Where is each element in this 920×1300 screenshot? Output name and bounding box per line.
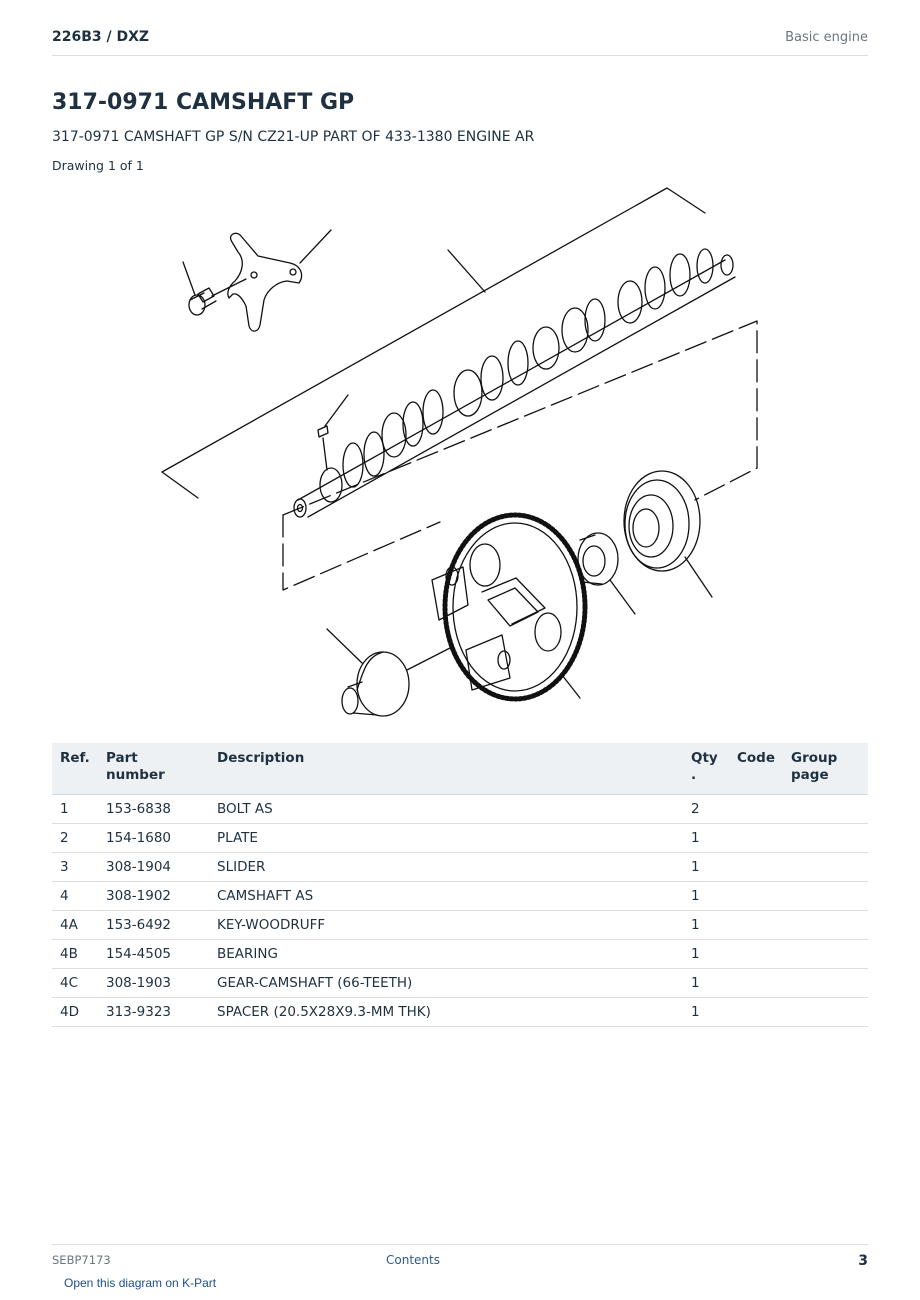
section-label: Basic engine (785, 30, 868, 45)
document-id: SEBP7173 (52, 1253, 111, 1267)
cell-part-number: 153-6838 (98, 795, 209, 824)
table-row (52, 853, 868, 882)
cell-ref: 1 (52, 795, 98, 824)
drawing-caption: Drawing 1 of 1 (52, 158, 144, 173)
table-row (52, 824, 868, 853)
cell-part-number: 313-9323 (98, 998, 209, 1027)
table-row (52, 940, 868, 969)
camshaft-part (294, 249, 735, 517)
table-row (52, 969, 868, 998)
header-part-number: Part number (98, 743, 209, 795)
table-row (52, 998, 868, 1027)
page-footer (52, 1244, 868, 1275)
camshaft-exploded-diagram (150, 180, 770, 725)
cell-code (729, 795, 783, 824)
cell-description: SPACER (20.5X28X9.3-MM THK) (209, 998, 683, 1027)
cell-code (729, 998, 783, 1027)
cell-part-number: 308-1904 (98, 853, 209, 882)
open-kpart-link[interactable]: Open this diagram on K-Part (64, 1276, 217, 1290)
table-header-row (52, 743, 868, 795)
cell-code (729, 911, 783, 940)
cell-description: BEARING (209, 940, 683, 969)
table-row (52, 795, 868, 824)
table-row (52, 882, 868, 911)
cell-part-number: 153-6492 (98, 911, 209, 940)
page-subtitle: 317-0971 CAMSHAFT GP S/N CZ21-UP PART OF 433-1380 ENGINE AR (52, 129, 535, 145)
contents-link[interactable]: Contents (386, 1253, 440, 1267)
cell-ref: 2 (52, 824, 98, 853)
bracket-frame (162, 188, 705, 498)
cell-qty: 1 (683, 853, 729, 882)
cell-code (729, 824, 783, 853)
page-title: 317-0971 CAMSHAFT GP (52, 90, 355, 115)
cell-description: PLATE (209, 824, 683, 853)
cell-ref: 4D (52, 998, 98, 1027)
cell-part-number: 154-4505 (98, 940, 209, 969)
table-row (52, 911, 868, 940)
cell-description: CAMSHAFT AS (209, 882, 683, 911)
cell-part-number: 308-1903 (98, 969, 209, 998)
header-qty: Qty . (683, 743, 729, 795)
bearing-part (624, 471, 712, 597)
cell-group-page (783, 853, 868, 882)
cell-part-number: 308-1902 (98, 882, 209, 911)
cell-qty: 1 (683, 940, 729, 969)
page-number: 3 (858, 1253, 868, 1269)
cell-qty: 1 (683, 969, 729, 998)
header-description: Description (209, 743, 683, 795)
cell-group-page (783, 882, 868, 911)
parts-table (52, 743, 868, 1027)
cell-group-page (783, 969, 868, 998)
cell-qty: 2 (683, 795, 729, 824)
cell-description: BOLT AS (209, 795, 683, 824)
cell-qty: 1 (683, 998, 729, 1027)
cell-ref: 4 (52, 882, 98, 911)
cell-part-number: 154-1680 (98, 824, 209, 853)
cell-qty: 1 (683, 911, 729, 940)
cell-qty: 1 (683, 882, 729, 911)
cell-description: GEAR-CAMSHAFT (66-TEETH) (209, 969, 683, 998)
cell-code (729, 969, 783, 998)
cell-ref: 4C (52, 969, 98, 998)
cell-group-page (783, 824, 868, 853)
cell-ref: 4A (52, 911, 98, 940)
bolt-part (183, 262, 246, 315)
cell-group-page (783, 998, 868, 1027)
header-group-page: Group page (783, 743, 868, 795)
cell-ref: 4B (52, 940, 98, 969)
header-code: Code (729, 743, 783, 795)
header-ref: Ref. (52, 743, 98, 795)
dashed-frame (283, 321, 757, 590)
cell-ref: 3 (52, 853, 98, 882)
cell-code (729, 882, 783, 911)
cell-qty: 1 (683, 824, 729, 853)
cell-group-page (783, 940, 868, 969)
cell-code (729, 853, 783, 882)
cell-group-page (783, 795, 868, 824)
slider-part (327, 629, 450, 716)
cell-code (729, 940, 783, 969)
page-header (52, 28, 868, 56)
cell-description: SLIDER (209, 853, 683, 882)
cell-description: KEY-WOODRUFF (209, 911, 683, 940)
cell-group-page (783, 911, 868, 940)
camshaft-gear-part (432, 515, 585, 699)
model-label: 226B3 / DXZ (52, 29, 150, 45)
